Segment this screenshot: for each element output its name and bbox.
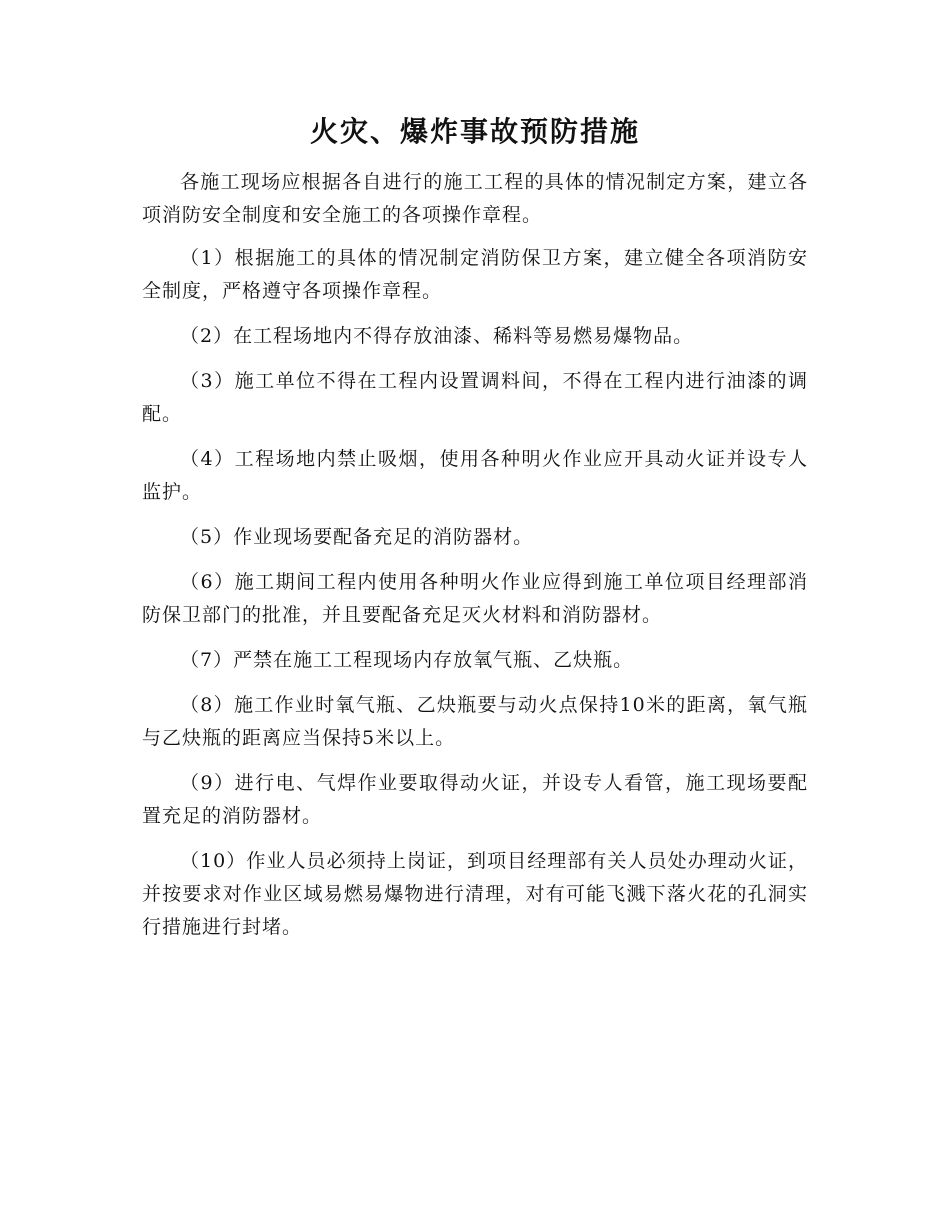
document-body	[142, 166, 808, 956]
measure-item-3: （3）施工单位不得在工程内设置调料间，不得在工程内进行油漆的调配。	[142, 370, 808, 425]
measure-item-5: （5）作业现场要配备充足的消防器材。	[180, 526, 534, 548]
measure-item-6: （6）施工期间工程内使用各种明火作业应得到施工单位项目经理部消防保卫部门的批准，并且要配备充足灭火材料和消防器材。	[142, 571, 808, 626]
intro-paragraph: 各施工现场应根据各自进行的施工工程的具体的情况制定方案，建立各项消防安全制度和安全施工的各项操作章程。	[142, 171, 808, 226]
measure-item-2: （2）在工程场地内不得存放油漆、稀料等易燃易爆物品。	[180, 325, 694, 347]
measure-item-7: （7）严禁在施工工程现场内存放氧气瓶、乙炔瓶。	[180, 649, 634, 671]
measure-item-1: （1）根据施工的具体的情况制定消防保卫方案，建立健全各项消防安全制度，严格遵守各项操作章程。	[142, 247, 808, 302]
document-title: 火灾、爆炸事故预防措施	[309, 115, 640, 148]
measure-item-8: （8）施工作业时氧气瓶、乙炔瓶要与动火点保持10米的距离，氧气瓶与乙炔瓶的距离应当保持5米以上。	[142, 694, 808, 749]
measure-item-10: （10）作业人员必须持上岗证，到项目经理部有关人员处办理动火证，并按要求对作业区域易燃易爆物进行清理，对有可能飞溅下落火花的孔洞实行措施进行封堵。	[142, 850, 808, 938]
measure-item-4: （4）工程场地内禁止吸烟，使用各种明火作业应开具动火证并设专人监护。	[142, 448, 808, 503]
measure-item-9: （9）进行电、气焊作业要取得动火证，并设专人看管，施工现场要配置充足的消防器材。	[142, 772, 808, 827]
